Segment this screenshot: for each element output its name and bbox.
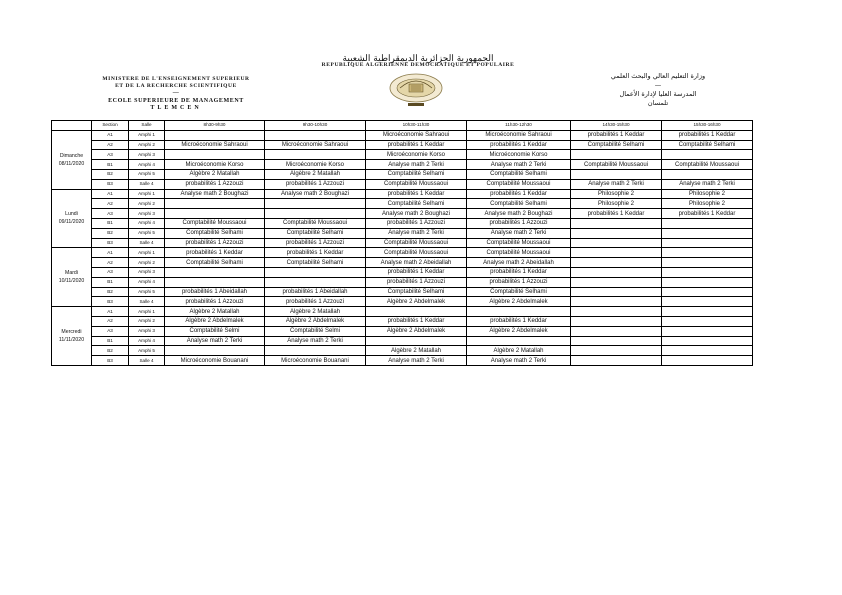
course-cell: probabilités 1 Azzouzi [165, 297, 265, 307]
course-cell: probabilités 1 Keddar [366, 267, 467, 277]
course-cell: Analyse math 2 Terki [571, 179, 662, 189]
course-cell [571, 228, 662, 238]
course-cell: probabilités 1 Azzouzi [467, 277, 571, 287]
day-cell [52, 130, 92, 189]
table-row [52, 267, 753, 277]
section-cell: A3 [92, 267, 129, 277]
table-row [52, 189, 753, 199]
course-cell [366, 307, 467, 317]
course-cell [571, 307, 662, 317]
course-cell: probabilités 1 Azzouzi [467, 218, 571, 228]
course-cell: Analyse math 2 Boughazi [265, 189, 366, 199]
section-cell: A2 [92, 140, 129, 150]
room-cell: Salle 4 [129, 238, 165, 248]
course-cell: Microéconomie Bouanani [165, 356, 265, 366]
course-cell: probabilités 1 Keddar [571, 130, 662, 140]
french-republic-title: REPUBLIQUE ALGERIENNE DEMOCRATIQUE ET POPULAIRE [321, 62, 515, 68]
table-row [52, 316, 753, 326]
table-row [52, 336, 753, 346]
course-cell: Analyse math 2 Terki [265, 336, 366, 346]
course-cell [165, 130, 265, 140]
section-cell: A2 [92, 316, 129, 326]
section-cell: B1 [92, 277, 129, 287]
section-cell: B3 [92, 238, 129, 248]
course-cell: Comptabilité Selhami [571, 140, 662, 150]
course-cell: Microéconomie Sahraoui [467, 130, 571, 140]
course-cell: probabilités 1 Azzouzi [265, 238, 366, 248]
course-cell [571, 277, 662, 287]
table-row [52, 326, 753, 336]
table-row [52, 258, 753, 268]
table-row [52, 277, 753, 287]
room-cell: Amphi 2 [129, 258, 165, 268]
table-row [52, 346, 753, 356]
course-cell: Microéconomie Sahraoui [265, 140, 366, 150]
column-header: 11h30-12h30 [467, 121, 571, 131]
course-cell [571, 346, 662, 356]
course-cell: Comptabilité Moussaoui [366, 248, 467, 258]
course-cell [662, 316, 753, 326]
course-cell [571, 287, 662, 297]
room-cell: Salle 4 [129, 297, 165, 307]
course-cell: probabilités 1 Keddar [571, 209, 662, 219]
table-row [52, 356, 753, 366]
course-cell: Comptabilité Selhami [265, 258, 366, 268]
course-cell: Comptabilité Selhami [366, 287, 467, 297]
room-cell: Amphi 2 [129, 140, 165, 150]
course-cell [467, 336, 571, 346]
room-cell: Amphi 5 [129, 169, 165, 179]
section-cell: A3 [92, 209, 129, 219]
ministry-separator: — [172, 90, 180, 96]
course-cell: Analyse math 2 Terki [467, 228, 571, 238]
room-cell: Amphi 3 [129, 209, 165, 219]
course-cell: probabilités 1 Azzouzi [366, 277, 467, 287]
course-cell: Comptabilité Selmi [265, 326, 366, 336]
table-row [52, 160, 753, 170]
section-cell: B3 [92, 356, 129, 366]
table-row [52, 169, 753, 179]
course-cell [165, 277, 265, 287]
day-cell [52, 248, 92, 307]
course-cell: probabilités 1 Keddar [467, 189, 571, 199]
course-cell: probabilités 1 Keddar [265, 248, 366, 258]
course-cell [662, 326, 753, 336]
course-cell: probabilités 1 Keddar [467, 316, 571, 326]
table-row [52, 287, 753, 297]
course-cell [662, 150, 753, 160]
table-row [52, 307, 753, 317]
column-header: 14h30-15h30 [571, 121, 662, 131]
course-cell: Microéconomie Bouanani [265, 356, 366, 366]
course-cell: probabilités 1 Keddar [662, 209, 753, 219]
course-cell: Algèbre 2 Abdelmalek [366, 297, 467, 307]
course-cell [571, 248, 662, 258]
course-cell [265, 150, 366, 160]
arabic-line-1: وزارة التعليم العالي والبحث العلمي [610, 72, 706, 80]
course-cell: Algèbre 2 Matallah [467, 346, 571, 356]
course-cell [571, 326, 662, 336]
section-cell: A2 [92, 199, 129, 209]
table-row [52, 218, 753, 228]
school-logo-icon [378, 72, 454, 110]
column-header: 10h30-11h30 [366, 121, 467, 131]
section-cell: B2 [92, 346, 129, 356]
course-cell: Algèbre 2 Abdelmalek [467, 326, 571, 336]
day-label: Lundi [65, 211, 78, 218]
header-row [52, 121, 753, 131]
course-cell: Microéconomie Sahraoui [366, 130, 467, 140]
course-cell: Comptabilité Moussaoui [467, 238, 571, 248]
course-cell: Algèbre 2 Matallah [265, 307, 366, 317]
school-name: ECOLE SUPERIEURE DE MANAGEMENT [108, 98, 244, 104]
course-cell: Comptabilité Moussaoui [467, 248, 571, 258]
course-cell: Philosophie 2 [662, 199, 753, 209]
course-cell: Analyse math 2 Terki [467, 160, 571, 170]
day-cell [52, 189, 92, 248]
course-cell: Comptabilité Selhami [265, 228, 366, 238]
room-cell: Amphi 3 [129, 267, 165, 277]
course-cell: probabilités 1 Keddar [662, 130, 753, 140]
table-row [52, 238, 753, 248]
course-cell: Philosophie 2 [571, 199, 662, 209]
course-cell: probabilités 1 Keddar [366, 140, 467, 150]
section-cell: B2 [92, 169, 129, 179]
course-cell [571, 336, 662, 346]
course-cell [662, 307, 753, 317]
column-header: 15h30-16h30 [662, 121, 753, 131]
course-cell [662, 277, 753, 287]
section-cell: B1 [92, 336, 129, 346]
day-label: Dimanche [59, 152, 84, 159]
course-cell: Analyse math 2 Boughazi [165, 189, 265, 199]
day-label: Mercredi [61, 329, 82, 336]
table-row [52, 228, 753, 238]
table-row [52, 199, 753, 209]
course-cell [265, 199, 366, 209]
course-cell: Microéconomie Korso [467, 150, 571, 160]
table-row [52, 209, 753, 219]
course-cell: Algèbre 2 Abdelmalek [467, 297, 571, 307]
course-cell: probabilités 1 Keddar [467, 267, 571, 277]
room-cell: Amphi 5 [129, 287, 165, 297]
course-cell: Philosophie 2 [662, 189, 753, 199]
course-cell [662, 248, 753, 258]
course-cell: Algèbre 2 Matallah [165, 169, 265, 179]
course-cell: Microéconomie Sahraoui [165, 140, 265, 150]
column-header: 9h30-10h30 [265, 121, 366, 131]
room-cell: Amphi 2 [129, 316, 165, 326]
course-cell: probabilités 1 Abeidallah [265, 287, 366, 297]
table-row [52, 130, 753, 140]
course-cell: probabilités 1 Azzouzi [165, 179, 265, 189]
course-cell: Analyse math 2 Terki [366, 356, 467, 366]
course-cell: Analyse math 2 Terki [366, 160, 467, 170]
course-cell [265, 346, 366, 356]
course-cell [165, 267, 265, 277]
course-cell: Algèbre 2 Abdelmalek [265, 316, 366, 326]
course-cell: Comptabilité Selhami [467, 287, 571, 297]
room-cell: Amphi 5 [129, 346, 165, 356]
course-cell: probabilités 1 Keddar [366, 316, 467, 326]
course-cell: Comptabilité Moussaoui [662, 160, 753, 170]
arabic-line-4: تلمسان [647, 99, 669, 107]
course-cell: probabilités 1 Azzouzi [165, 238, 265, 248]
course-cell: probabilités 1 Azzouzi [366, 218, 467, 228]
section-cell: A1 [92, 307, 129, 317]
course-cell: probabilités 1 Azzouzi [265, 297, 366, 307]
school-city: TLEMCEN [150, 105, 202, 111]
course-cell [571, 218, 662, 228]
table-row [52, 297, 753, 307]
course-cell [571, 150, 662, 160]
corner-cell [52, 121, 92, 131]
course-cell: Analyse math 2 Boughazi [467, 209, 571, 219]
course-cell [265, 267, 366, 277]
course-cell: Comptabilité Selmi [165, 326, 265, 336]
course-cell [662, 336, 753, 346]
course-cell: Algèbre 2 Matallah [165, 307, 265, 317]
course-cell [662, 228, 753, 238]
room-cell: Salle 4 [129, 179, 165, 189]
course-cell [662, 287, 753, 297]
course-cell [662, 346, 753, 356]
course-cell: Comptabilité Moussaoui [366, 238, 467, 248]
course-cell: Comptabilité Selhami [366, 199, 467, 209]
arabic-line-2: — [654, 81, 662, 89]
course-cell [662, 218, 753, 228]
course-cell: Analyse math 2 Abeidallah [467, 258, 571, 268]
course-cell [662, 267, 753, 277]
course-cell: Microéconomie Korso [366, 150, 467, 160]
course-cell: Algèbre 2 Matallah [366, 346, 467, 356]
column-header: Salle [129, 121, 165, 131]
course-cell: Comptabilité Moussaoui [467, 179, 571, 189]
course-cell: Analyse math 2 Boughazi [366, 209, 467, 219]
section-cell: A3 [92, 150, 129, 160]
course-cell: Comptabilité Moussaoui [265, 218, 366, 228]
arabic-ministry-block [576, 72, 740, 108]
course-cell [571, 356, 662, 366]
day-date: 08/11/2020 [58, 160, 85, 167]
room-cell: Amphi 2 [129, 199, 165, 209]
course-cell: Algèbre 2 Abdelmalek [366, 326, 467, 336]
course-cell: probabilités 1 Keddar [467, 140, 571, 150]
section-cell: B2 [92, 287, 129, 297]
room-cell: Amphi 4 [129, 218, 165, 228]
day-cell [52, 307, 92, 366]
course-cell: Comptabilité Selhami [467, 199, 571, 209]
course-cell: Analyse math 2 Terki [662, 179, 753, 189]
course-cell [662, 169, 753, 179]
room-cell: Amphi 1 [129, 130, 165, 140]
table-row [52, 140, 753, 150]
room-cell: Amphi 1 [129, 307, 165, 317]
course-cell [571, 169, 662, 179]
course-cell [265, 130, 366, 140]
course-cell: Comptabilité Selhami [165, 258, 265, 268]
course-cell [571, 238, 662, 248]
course-cell: Analyse math 2 Terki [165, 336, 265, 346]
ministry-line-1: MINISTERE DE L'ENSEIGNEMENT SUPERIEUR [102, 76, 250, 82]
course-cell: Microéconomie Korso [265, 160, 366, 170]
course-cell [265, 209, 366, 219]
room-cell: Salle 4 [129, 356, 165, 366]
table-row [52, 150, 753, 160]
ministry-block [68, 76, 284, 112]
course-cell: Analyse math 2 Terki [366, 228, 467, 238]
course-cell [165, 199, 265, 209]
column-header: 8h30-9h30 [165, 121, 265, 131]
section-cell: A2 [92, 258, 129, 268]
course-cell [571, 258, 662, 268]
course-cell [662, 258, 753, 268]
course-cell [662, 356, 753, 366]
course-cell: Analyse math 2 Terki [467, 356, 571, 366]
room-cell: Amphi 1 [129, 248, 165, 258]
course-cell [265, 277, 366, 287]
table-row [52, 248, 753, 258]
course-cell [165, 346, 265, 356]
course-cell [571, 297, 662, 307]
course-cell: Comptabilité Selhami [165, 228, 265, 238]
course-cell: Comptabilité Selhami [366, 169, 467, 179]
section-cell: B1 [92, 218, 129, 228]
day-date: 10/11/2020 [58, 278, 85, 285]
section-cell: B1 [92, 160, 129, 170]
course-cell [366, 336, 467, 346]
course-cell: probabilités 1 Keddar [366, 189, 467, 199]
section-cell: B2 [92, 228, 129, 238]
room-cell: Amphi 4 [129, 336, 165, 346]
course-cell [662, 238, 753, 248]
course-cell: Algèbre 2 Abdelmalek [165, 316, 265, 326]
section-cell: A1 [92, 189, 129, 199]
course-cell: Comptabilité Moussaoui [366, 179, 467, 189]
course-cell: Philosophie 2 [571, 189, 662, 199]
room-cell: Amphi 4 [129, 160, 165, 170]
course-cell [662, 297, 753, 307]
timetable [51, 120, 753, 366]
course-cell: Comptabilité Selhami [662, 140, 753, 150]
course-cell: Comptabilité Moussaoui [571, 160, 662, 170]
course-cell: Comptabilité Moussaoui [165, 218, 265, 228]
course-cell [165, 209, 265, 219]
course-cell: probabilités 1 Keddar [165, 248, 265, 258]
day-date: 09/11/2020 [58, 219, 85, 226]
ministry-line-2: ET DE LA RECHERCHE SCIENTIFIQUE [115, 83, 237, 89]
room-cell: Amphi 5 [129, 228, 165, 238]
course-cell: Analyse math 2 Abeidallah [366, 258, 467, 268]
section-cell: A1 [92, 248, 129, 258]
arabic-republic-title: الجمهورية الجزائرية الديمقراطية الشعبية [342, 54, 494, 64]
room-cell: Amphi 1 [129, 189, 165, 199]
course-cell: probabilités 1 Abeidallah [165, 287, 265, 297]
section-cell: A3 [92, 326, 129, 336]
course-cell [571, 316, 662, 326]
section-cell: A1 [92, 130, 129, 140]
section-cell: B3 [92, 297, 129, 307]
room-cell: Amphi 3 [129, 150, 165, 160]
arabic-line-3: المدرسة العليا لإدارة الأعمال [619, 90, 697, 98]
course-cell: Microéconomie Korso [165, 160, 265, 170]
room-cell: Amphi 4 [129, 277, 165, 287]
course-cell [467, 307, 571, 317]
column-header: Section [92, 121, 129, 131]
course-cell [165, 150, 265, 160]
section-cell: B3 [92, 179, 129, 189]
course-cell: probabilités 1 Azzouzi [265, 179, 366, 189]
course-cell [571, 267, 662, 277]
table-row [52, 179, 753, 189]
room-cell: Amphi 3 [129, 326, 165, 336]
day-label: Mardi [65, 270, 78, 277]
course-cell: Algèbre 2 Matallah [265, 169, 366, 179]
course-cell: Comptabilité Selhami [467, 169, 571, 179]
day-date: 11/11/2020 [58, 337, 85, 344]
